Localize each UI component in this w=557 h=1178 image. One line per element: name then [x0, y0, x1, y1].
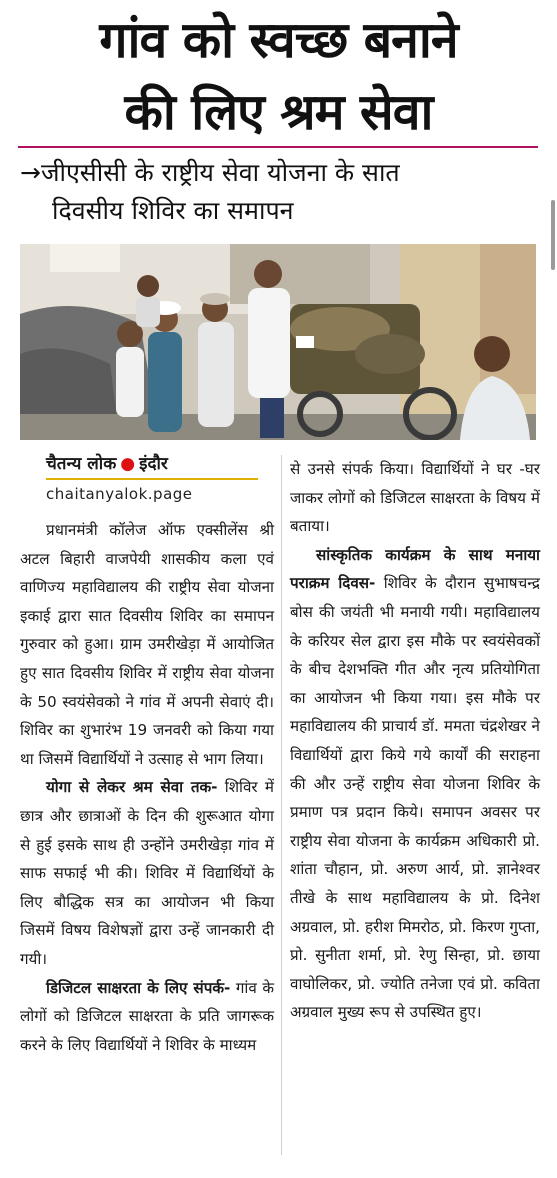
section-cultural-heading: सांस्कृतिक कार्यक्रम के साथ मनाया पराक्रम दिवस- — [290, 545, 540, 593]
headline — [0, 4, 557, 148]
article-column-left — [20, 516, 274, 1059]
headline-line-1: गांव को स्वच्छ बनाने — [99, 11, 458, 69]
news-photo — [20, 244, 536, 440]
subheadline-line-1: जीएसीसी के राष्ट्रीय सेवा योजना के सात — [40, 158, 400, 187]
newspaper-name: चैतन्य लोक — [46, 454, 117, 474]
headline-divider — [18, 146, 538, 148]
headline-line-2: की लिए श्रम सेवा — [124, 83, 433, 141]
section-yoga-heading: योगा से लेकर श्रम सेवा तक- — [46, 778, 218, 797]
bullet-dot-icon: ● — [120, 454, 136, 474]
dateline-city: इंदौर — [139, 454, 168, 474]
section-cultural-body: शिविर के दौरान सुभाषचन्द्र बोस की जयंती भी मनायी गयी। महाविद्यालय के करियर सेल द्वारा इस मौके पर स्वयंसेवकों के बीच देशभक्ति गीत और नृत्य प्रतियोगिता का आयोजन भी किया गया। इस मौके पर महाविद्यालय की प्राचार्य डॉ. ममता चंद्रशेखर ने विद्यार्थियों द्वारा किये गये कार्यों की सराहना की और उन्हें राष्ट्रीय सेवा योजना शिविर के प्रमाण पत्र प्रदान किये। समापन अवसर पर राष्ट्रीय सेवा योजना के कार्यक्रम अधिकारी प्रो. शांता चौहान, प्रो. अरुण आर्य, प्रो. ज्ञानेश्वर तीखे के साथ महाविद्यालय के प्रो. दिनेश अग्रवाल, प्रो. हरीश मिमरोठ, प्रो. किरण गुप्ता, प्रो. सुनीता शर्मा, प्रो. रेणु सिन्हा, प्रो. छाया वाघोलिकर, प्रो. ज्योति तनेजा एवं प्रो. कविता अग्रवाल मुख्य रूप से उपस्थित हुए। — [290, 574, 540, 1022]
column-divider — [281, 455, 282, 1155]
byline — [46, 452, 278, 506]
subheadline-line-2: दिवसीय शिविर का समापन — [52, 196, 294, 225]
website-link[interactable]: chaitanyalok.page — [46, 485, 193, 503]
subheadline — [20, 154, 540, 230]
section-yoga-body: शिविर में छात्र और छात्राओं के दिन की शुरूआत योगा से हुई इसके साथ ही उन्होंने उमरीखेड़ा गांव में साफ सफाई भी की। शिविर में विद्यार्थियों के लिए बौद्धिक सत्र का आयोजन भी किया जिसमें विषय विशेषज्ञों द्वारा उन्हें जानकारी दी गयी। — [20, 778, 274, 968]
arrow-icon: → — [20, 158, 41, 187]
scrollbar[interactable] — [551, 200, 555, 270]
article-intro-paragraph: प्रधानमंत्री कॉलेज ऑफ एक्सीलेंस श्री अटल बिहारी वाजपेयी शासकीय कला एवं वाणिज्य महाविद्यालय की राष्ट्रीय सेवा योजना इकाई द्वारा सात दिवसीय शिविर का समापन गुरुवार को हुआ। ग्राम उमरीखेड़ा में आयोजित हुए सात दिवसीय शिविर में राष्ट्रीय सेवा योजना के 50 स्वयंसेवको ने गांव में अपनी सेवाएं दी। शिविर का शुभारंभ 19 जनवरी को किया गया था जिसमें विद्यार्थियों ने उत्साह से भाग लिया। — [20, 521, 274, 768]
section-digital-heading: डिजिटल साक्षरता के लिए संपर्क- — [46, 978, 231, 997]
byline-underline — [46, 478, 258, 480]
section-yoga-paragraph — [20, 773, 274, 973]
section-cultural-paragraph — [290, 541, 540, 1027]
section-digital-continuation: से उनसे संपर्क किया। विद्यार्थियों ने घर -घर जाकर लोगों को डिजिटल साक्षरता के विषय में बताया। — [290, 460, 540, 536]
section-digital-body: गांव के लोगों को डिजिटल साक्षरता के प्रति जागरूक करने के लिए विद्यार्थियों ने शिविर के माध्यम — [20, 978, 275, 1054]
article-column-right — [290, 455, 540, 1027]
section-digital-paragraph — [20, 974, 274, 1060]
